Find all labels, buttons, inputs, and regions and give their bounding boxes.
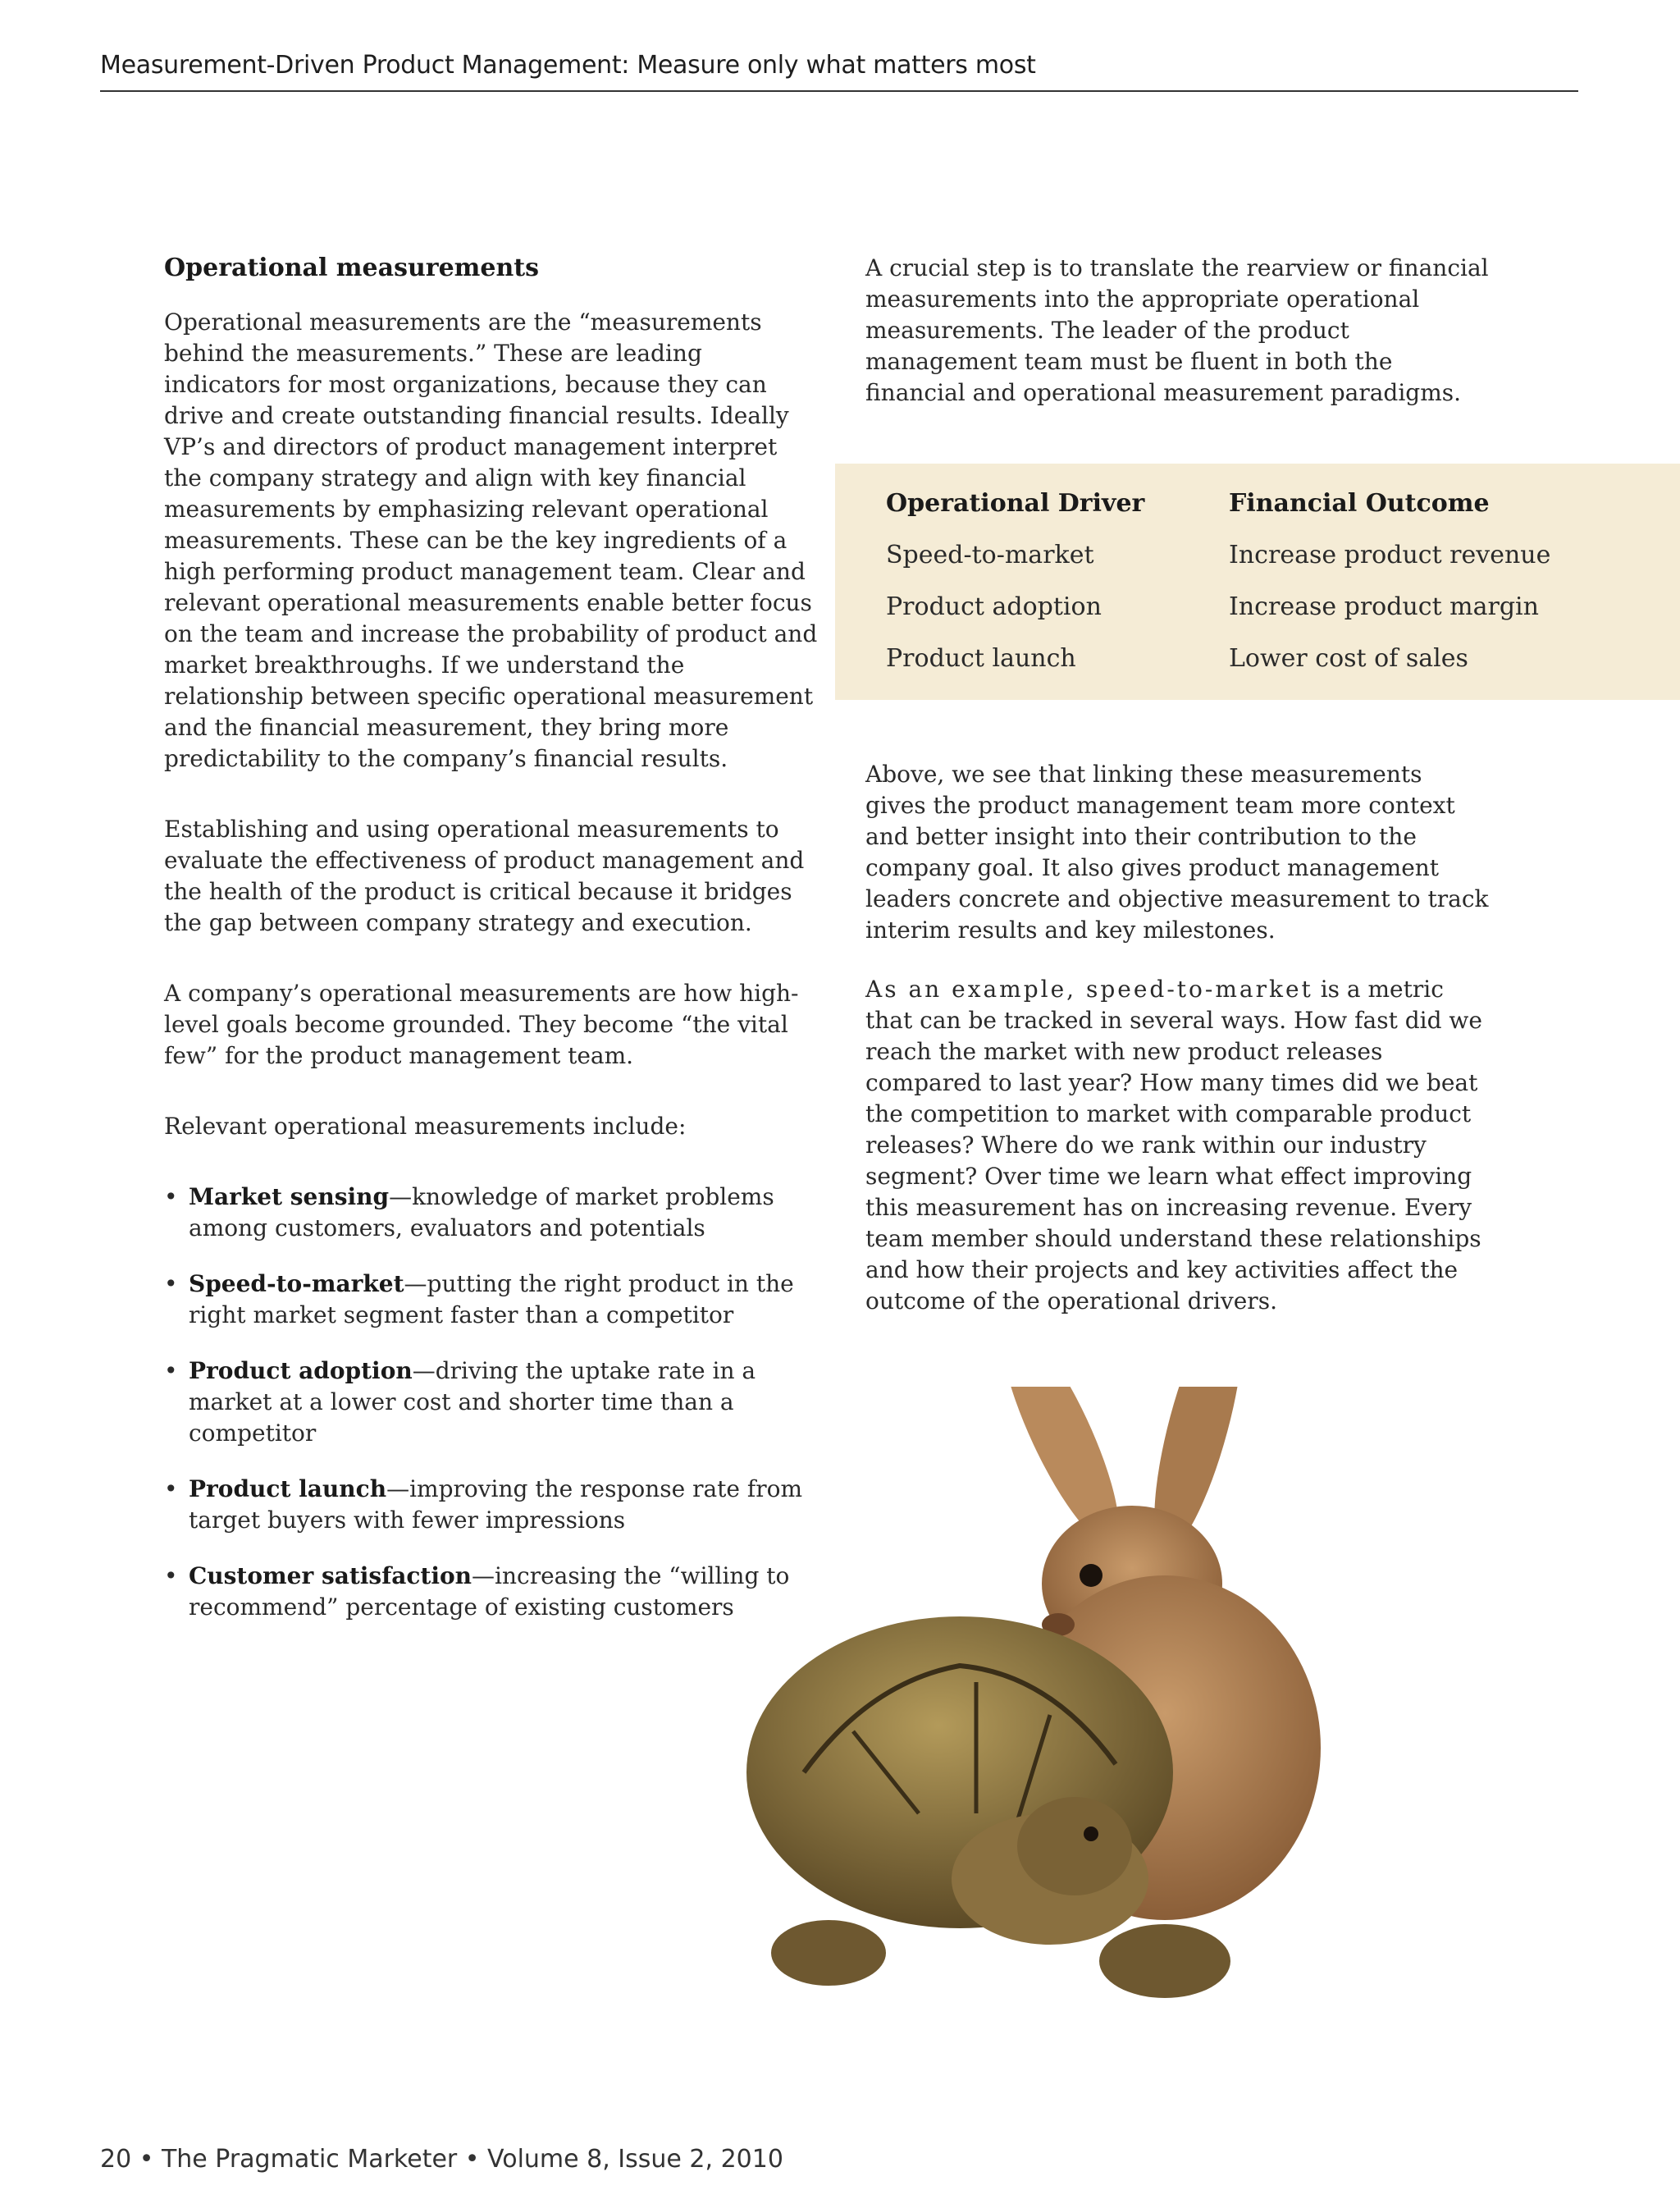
- example-lead: As an example, speed-to-market: [865, 976, 1313, 1003]
- table-header-cell: Operational Driver: [886, 489, 1145, 518]
- list-text: —driving the uptake rate in a market at a lower cost and shorter time than a competitor: [189, 1357, 756, 1447]
- table-row: [886, 592, 1655, 643]
- bullet-icon: •: [164, 1562, 178, 1589]
- paragraph: A company’s operational measurements are how high-level goals become grounded. They become “the vital few” for the product management team.: [164, 980, 799, 1069]
- list-text: —knowledge of market problems among customers, evaluators and potentials: [189, 1183, 774, 1241]
- table-cell: Increase product margin: [1229, 592, 1539, 621]
- list-text: —increasing the “willing to recommend” percentage of existing customers: [189, 1562, 790, 1621]
- right-column-lower: [865, 759, 1489, 1356]
- example-text: is a metric that can be tracked in several ways. How fast did we reach the market with new product releases compared to last year? How many times did we beat the competition to market with comparable product releases? Where do we rank within our industry segment? Over time we learn what effect improving this measurement has on increasing revenue. Every team member should understand these relationships and how their projects and key activities affect the outcome of the operational drivers.: [865, 976, 1482, 1314]
- table-header-cell: Financial Outcome: [1229, 489, 1490, 518]
- bullet-icon: •: [164, 1270, 178, 1297]
- paragraph: Above, we see that linking these measurements gives the product management team more context and better insight into their contribution to the company goal. It also gives product management leaders concrete and objective measurement to track interim results and key milestones.: [865, 761, 1489, 944]
- paragraph: [865, 974, 1489, 1317]
- paragraph: Establishing and using operational measurements to evaluate the effectiveness of product management and the health of the product is critical because it bridges the gap between company strategy and execution.: [164, 816, 805, 936]
- paragraph: Operational measurements are the “measurements behind the measurements.” These are leading indicators for most organizations, because they can drive and create outstanding financial results. Ideally VP’s and directors of product management interpret the company strategy and align with key financial measurements by emphasizing relevant operational measurements. These can be the key ingredients of a high performing product management team. Clear and relevant operational measurements enable better focus on the team and increase the probability of product and market breakthroughs. If we understand the relationship between specific operational measurement and the financial measurement, they bring more predictability to the company’s financial results.: [164, 309, 818, 772]
- section-heading: Operational measurements: [164, 254, 540, 282]
- bullet-icon: •: [164, 1357, 178, 1384]
- list-text: —improving the response rate from target buyers with fewer impressions: [189, 1475, 803, 1534]
- driver-outcome-table: [835, 464, 1680, 700]
- header-title: Measurement-Driven Product Management: Measure only what matters most: [100, 51, 1036, 80]
- running-header: [100, 51, 1578, 92]
- list-term: Customer satisfaction: [189, 1562, 472, 1589]
- list-term: Product launch: [189, 1475, 387, 1502]
- list-term: Product adoption: [189, 1357, 413, 1384]
- table-row: [886, 540, 1655, 592]
- list-text: —putting the right product in the right market segment faster than a competitor: [189, 1270, 794, 1328]
- page-footer: 20 • The Pragmatic Marketer • Volume 8, Issue 2, 2010: [100, 2145, 783, 2174]
- list-term: Speed-to-market: [189, 1270, 404, 1297]
- list-item: [164, 1269, 820, 1331]
- list-term: Market sensing: [189, 1183, 390, 1210]
- rabbit-and-tortoise-illustration: [705, 1387, 1427, 2027]
- table-cell: Increase product revenue: [1229, 541, 1551, 569]
- intro-paragraph: A crucial step is to translate the rearview or financial measurements into the appropriate operational measurements. The leader of the product management team must be fluent in both the financial and operational measurement paradigms.: [865, 254, 1489, 406]
- table-cell: Product adoption: [886, 592, 1102, 621]
- right-column: [865, 253, 1489, 409]
- table-row: [886, 643, 1655, 695]
- bullet-icon: •: [164, 1475, 178, 1502]
- table-header-row: [886, 488, 1655, 540]
- table-cell: Product launch: [886, 644, 1076, 673]
- bullet-icon: •: [164, 1183, 178, 1210]
- table-cell: Lower cost of sales: [1229, 644, 1468, 673]
- list-item: [164, 1182, 820, 1244]
- paragraph: Relevant operational measurements include:: [164, 1113, 687, 1140]
- table-cell: Speed-to-market: [886, 541, 1094, 569]
